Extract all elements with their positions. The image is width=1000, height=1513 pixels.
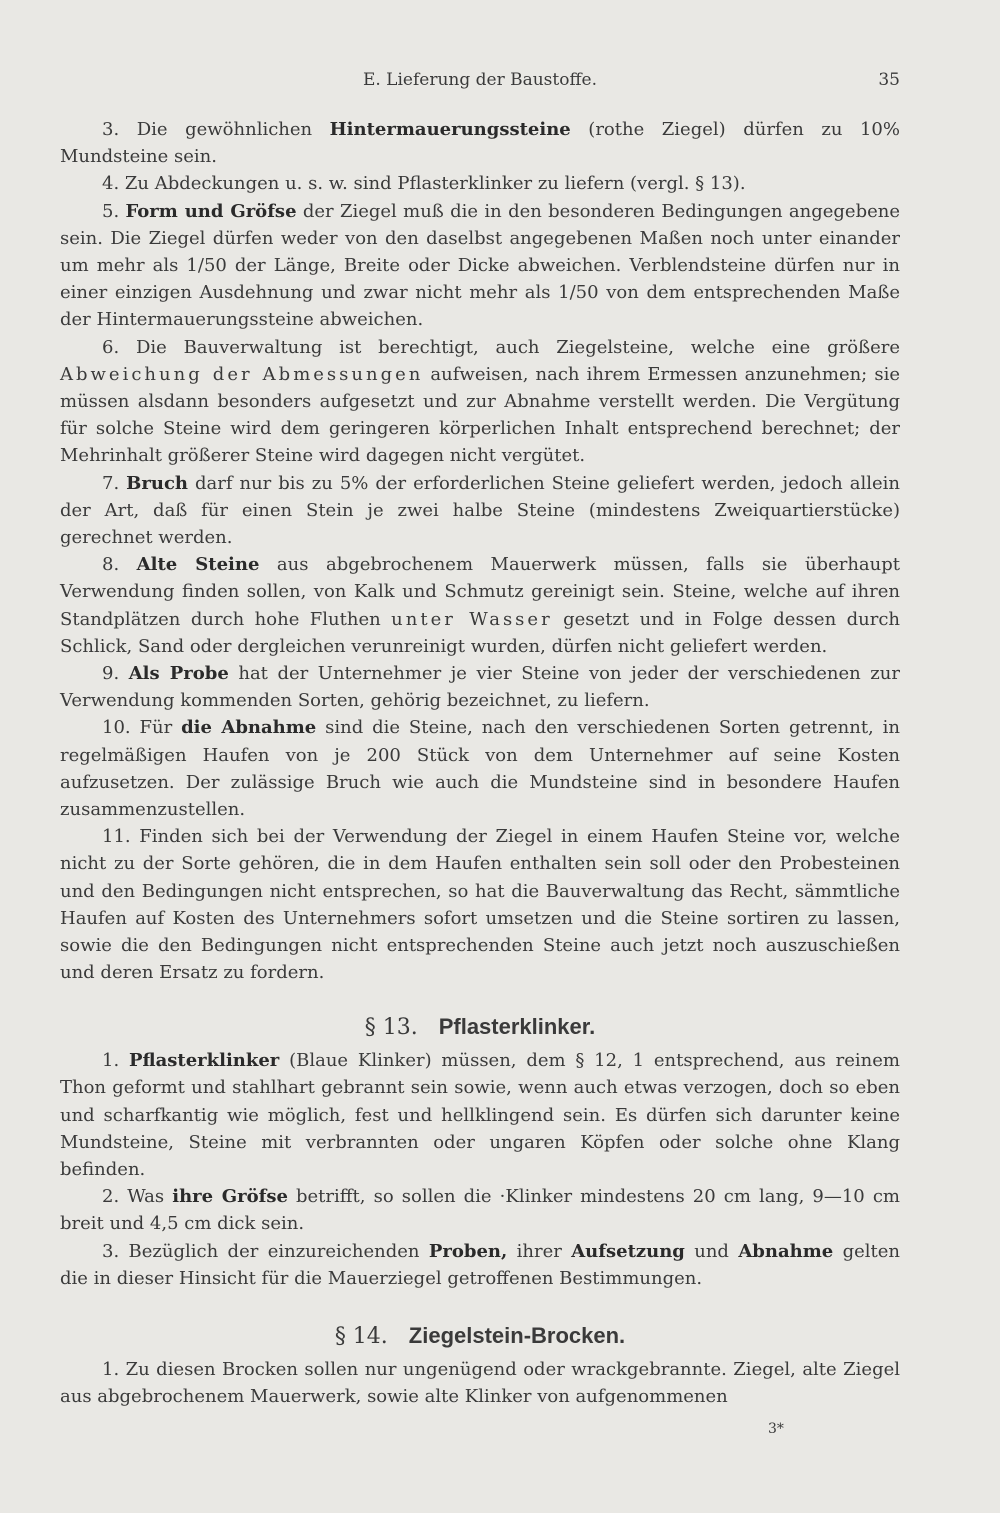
paragraph-7: 7. Bruch darf nur bis zu 5% der erforderlichen Steine geliefert werden, jedoch allein der Art, daß für einen Stein je zwei halbe Steine (mindestens Zweiquartierstücke) gerechnet werden. <box>60 472 900 549</box>
fraction: 1/50 <box>186 255 227 277</box>
paragraph-11: 11. Finden sich bei der Verwendung der Ziegel in einem Haufen Steine vor, welche nicht zu der Sorte gehören, die in dem Haufen enthalten sein soll oder den Probesteinen und den Bedingungen nicht entsprechen, so hat die Bauverwaltung das Recht, sämmtliche Haufen auf Kosten des Unternehmers sofort umsetzen und die Steine sortiren zu lassen, sowie die den Bedingungen nicht entsprechenden Steine auch jetzt noch auszuschießen und deren Ersatz zu fordern. <box>60 826 900 984</box>
paragraph-10: 10. Für die Abnahme sind die Steine, nach den verschiedenen Sorten getrennt, in regelmäßigen Haufen von je 200 Stück von dem Unternehmer auf seine Kosten aufzusetzen. Der zulässige Bruch wie auch die Mundsteine sind in besondere Haufen zusammenzustellen. <box>60 717 900 821</box>
section-14-paragraph-1: 1. Zu diesen Brocken sollen nur ungenügend oder wrackgebrannte. Ziegel, alte Ziegel aus abgebrochenem Mauerwerk, sowie alte Klinker von aufgenommenen <box>60 1359 900 1408</box>
paragraph-6: 6. Die Bauverwaltung ist berechtigt, auch Ziegelsteine, welche eine größere Abweichung der Abmessungen aufweisen, nach ihrem Ermessen anzunehmen; sie müssen alsdann besonders aufgesetzt und zur Abnahme verstellt werden. Die Vergütung für solche Steine wird dem geringeren körperlichen Inhalt entsprechend berechnet; der Mehrinhalt größerer Steine wird dagegen nicht vergütet. <box>60 336 900 467</box>
paragraph-5: 5. Form und Gröfse der Ziegel muß die in den besonderen Bedingungen angegebene sein. Die Ziegel dürfen weder von den daselbst angegebenen Maßen noch unter einander um mehr als 1/50 der Länge, Breite oder Dicke abweichen. Verblendsteine dürfen nur in einer einzigen Ausdehnung und zwar nicht mehr als 1/50 von dem entsprechenden Maße der Hintermauerungssteine abweichen. <box>60 200 900 331</box>
section-13-paragraph-1: 1. Pflasterklinker (Blaue Klinker) müssen, dem § 12, 1 entsprechend, aus reinem Thon geformt und stahlhart gebrannt sein sowie, wenn auch etwas verzogen, doch so eben und scharfkantig wie möglich, fest und hellklingend sein. Es dürfen sich darunter keine Mundsteine, Steine mit verbrannten oder ungaren Köpfen oder solche ohne Klang befinden. <box>60 1050 900 1181</box>
page-number: 35 <box>878 70 900 90</box>
section-heading: § 14. Ziegelstein-Brocken. <box>334 1323 626 1349</box>
paragraph-9: 9. Als Probe hat der Unternehmer je vier Steine von jeder der verschiedenen zur Verwendung kommenden Sorten, gehörig bezeichnet, zu liefern. <box>60 663 900 712</box>
main-text <box>60 116 900 987</box>
fraction: 1/50 <box>558 282 599 304</box>
paragraph-4: 4. Zu Abdeckungen u. s. w. sind Pflasterklinker zu liefern (vergl. § 13). <box>102 173 746 195</box>
signature-mark: 3* <box>768 1421 784 1437</box>
section-13-paragraph-3: 3. Bezüglich der einzureichenden Proben, ihrer Aufsetzung und Abnahme gelten die in dieser Hinsicht für die Mauerziegel getroffenen Bestimmungen. <box>60 1240 900 1289</box>
paragraph-3: 3. Die gewöhnlichen Hintermauerungssteine (rothe Ziegel) dürfen zu 10% Mundsteine sein. <box>60 119 900 168</box>
running-header <box>60 70 900 100</box>
header-title: E. Lieferung der Baustoffe. <box>362 70 598 90</box>
section-heading: § 13. Pflasterklinker. <box>364 1014 596 1040</box>
section-14 <box>60 1322 900 1411</box>
section-13 <box>60 1013 900 1292</box>
paragraph-8: 8. Alte Steine aus abgebrochenem Mauerwerk müssen, falls sie überhaupt Verwendung finden sollen, von Kalk und Schmutz gereinigt sein. Steine, welche auf ihren Standplätzen durch hohe Fluthen unter Wasser gesetzt und in Folge dessen durch Schlick, Sand oder dergleichen verunreinigt wurden, dürfen nicht geliefert werden. <box>60 554 901 657</box>
section-13-paragraph-2: 2. Was ihre Gröfse betrifft, so sollen die ·Klinker mindestens 20 cm lang, 9—10 cm breit und 4,5 cm dick sein. <box>60 1186 900 1235</box>
